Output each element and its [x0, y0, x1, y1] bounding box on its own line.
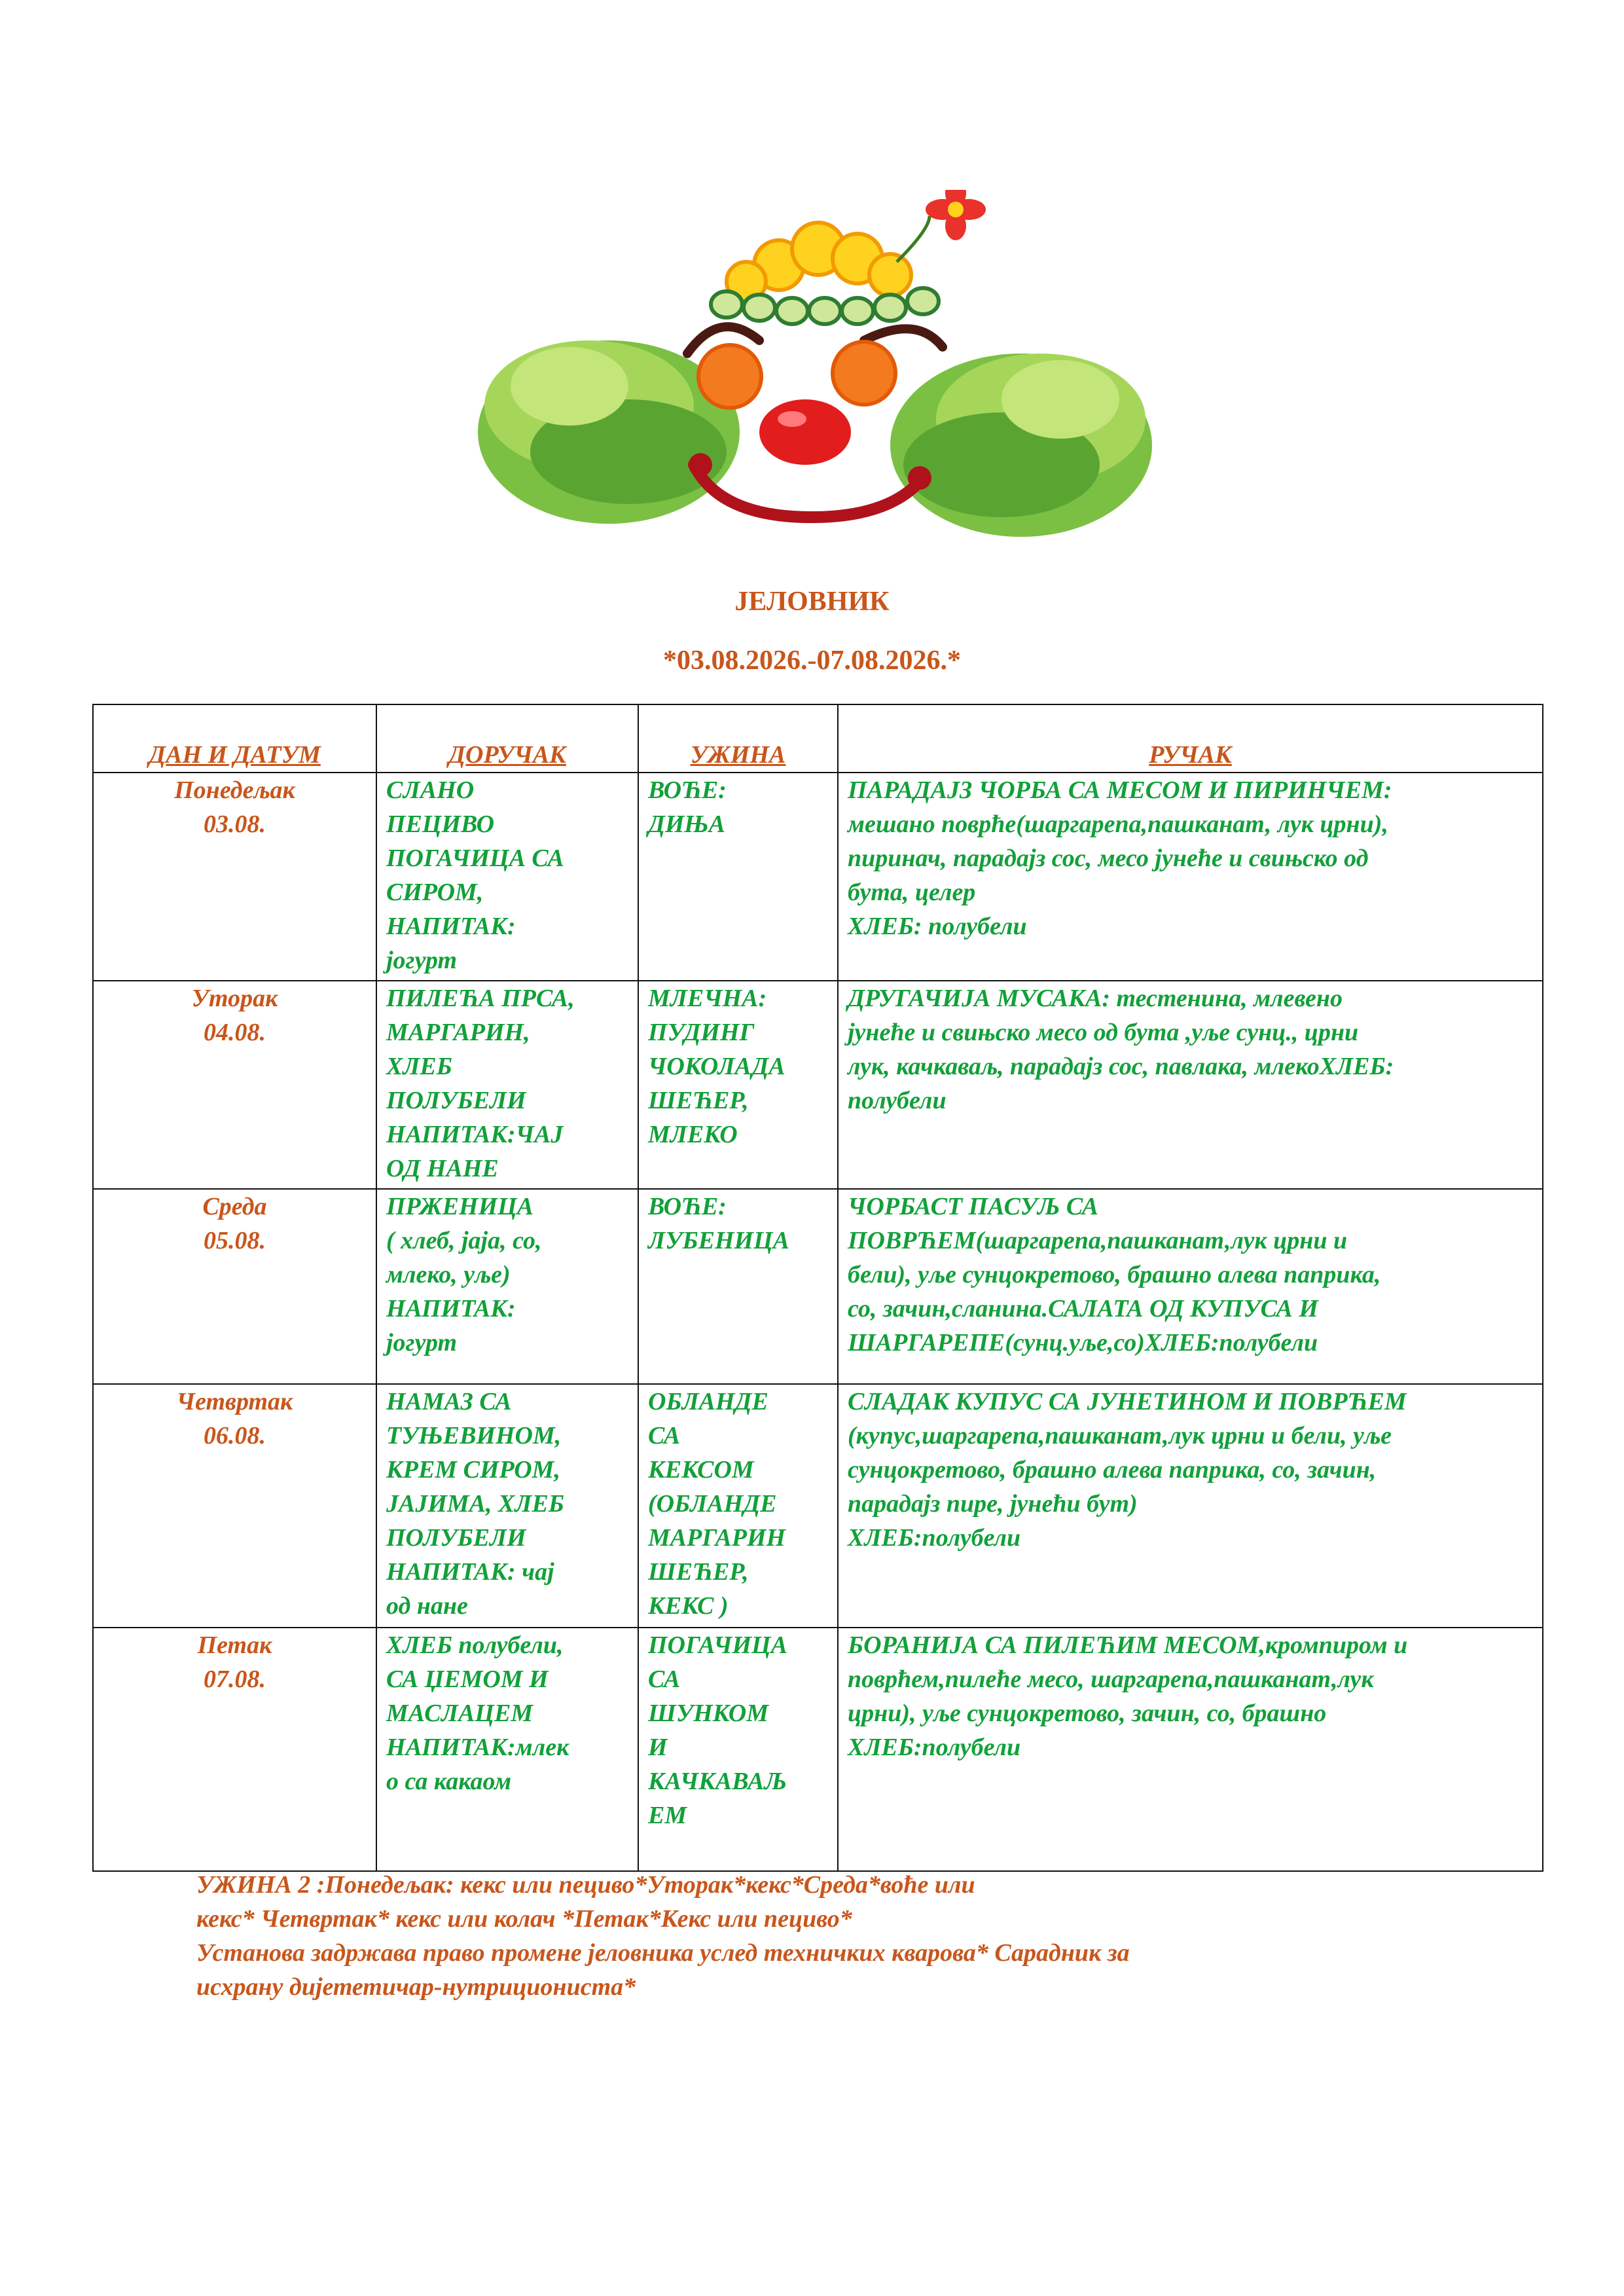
day-cell	[93, 1628, 376, 1871]
menu-table	[92, 704, 1543, 1872]
snack-cell: ПОГАЧИЦА СА ШУНКОМ И КАЧКАВАЉ ЕМ	[638, 1628, 838, 1871]
tomato-nose-icon	[759, 399, 851, 465]
day-name: Уторак	[191, 985, 278, 1012]
snack-cell: ОБЛАНДЕ СА КЕКСОМ (ОБЛАНДЕ МАРГАРИН ШЕЋЕР, КЕКС )	[638, 1384, 838, 1628]
table-row	[93, 1384, 1543, 1628]
table-header-row	[93, 704, 1543, 773]
footer-line: кекс* Четвртак* кекс или колач *Петак*Кекс или пециво*	[196, 1905, 852, 1933]
breakfast-cell: ПРЖЕНИЦА ( хлеб, јаја, со, млеко, уље) НАПИТАК: јогурт	[376, 1189, 638, 1384]
column-header-breakfast: ДОРУЧАК	[376, 704, 638, 773]
day-name: Четвртак	[176, 1388, 293, 1415]
table-row	[93, 981, 1543, 1189]
day-date: 05.08.	[204, 1227, 266, 1254]
ketchup-smile-icon	[694, 465, 923, 517]
day-name: Среда	[202, 1193, 267, 1220]
breakfast-cell: СЛАНО ПЕЦИВО ПОГАЧИЦА СА СИРОМ, НАПИТАК: јогурт	[376, 773, 638, 981]
day-cell	[93, 1384, 376, 1628]
day-date: 04.08.	[204, 1019, 266, 1046]
page-title: ЈЕЛОВНИК	[734, 587, 890, 617]
lunch-cell: ЧОРБАСТ ПАСУЉ СА ПОВРЋЕМ(шаргарепа,пашканат,лук црни и бели), уље сунцокретово, брашно алева паприка, со, зачин,сланина.САЛАТА ОД КУПУСА И ШАРГАРЕПЕ(сунц.уље,со)ХЛЕБ:полубели	[838, 1189, 1543, 1384]
right-carrot-eye-icon	[833, 342, 895, 405]
lunch-cell: БОРАНИЈА СА ПИЛЕЋИМ МЕСОМ,кромпиром и поврћем,пилеће месо, шаргарепа,пашканат,лук црни), уље сунцокретово, зачин, со, брашно ХЛЕБ:полубели	[838, 1628, 1543, 1871]
footer-line: Установа задржава право промене јеловника услед техничких кварова* Сарадник за	[196, 1939, 1130, 1967]
left-carrot-eye-icon	[698, 345, 761, 408]
day-name: Понедељак	[174, 776, 295, 804]
table-row	[93, 773, 1543, 981]
lunch-cell: ДРУГАЧИЈА МУСАКА: тестенина, млевено јунеће и свињско месо од бута ,уље сунц., црни лук, качкаваљ, парадајз сос, павлака, млекоХЛЕБ: полубели	[838, 981, 1543, 1189]
day-date: 03.08.	[204, 811, 266, 838]
snack-cell: МЛЕЧНА: ПУДИНГ ЧОКОЛАДА ШЕЋЕР, МЛЕКО	[638, 981, 838, 1189]
day-date: 07.08.	[204, 1666, 266, 1693]
footer-line: УЖИНА 2 :Понедељак: кекс или пециво*Уторак*кекс*Среда*воће или	[196, 1871, 975, 1899]
date-range: *03.08.2026.-07.08.2026.*	[663, 646, 961, 676]
day-cell	[93, 981, 376, 1189]
footer-line: исхрану дијететичар-нутриционистa*	[196, 1973, 636, 2001]
snack-cell: ВОЋЕ: ДИЊА	[638, 773, 838, 981]
lunch-cell: ПАРАДАЈЗ ЧОРБА СА МЕСОМ И ПИРИНЧЕМ: мешано поврће(шаргарепа,пашканат, лук црни), пиринач, парадајз сос, месо јунеће и свињско од бута, целер ХЛЕБ: полубели	[838, 773, 1543, 981]
vegetable-clown-illustration	[471, 190, 1152, 556]
strawberry-flower-icon	[897, 190, 986, 262]
footer-notes	[196, 1868, 1407, 2004]
day-date: 06.08.	[204, 1422, 266, 1449]
lemon-hat-icon	[727, 223, 911, 301]
breakfast-cell: ПИЛЕЋА ПРСА, МАРГАРИН, ХЛЕБ ПОЛУБЕЛИ НАПИТАК:ЧАЈ ОД НАНЕ	[376, 981, 638, 1189]
right-lettuce-icon	[890, 354, 1152, 537]
breakfast-cell: ХЛЕБ полубели, СА ЏЕМОМ И МАСЛАЦЕМ НАПИТАК:млек о са какаом	[376, 1628, 638, 1871]
day-name: Петак	[197, 1631, 272, 1659]
column-header-lunch: РУЧАК	[838, 704, 1543, 773]
breakfast-cell: НАМАЗ СА ТУЊЕВИНОМ, КРЕМ СИРОМ, ЈАЈИМА, ХЛЕБ ПОЛУБЕЛИ НАПИТАК: чај од нане	[376, 1384, 638, 1628]
lunch-cell: СЛАДАК КУПУС СА ЈУНЕТИНОМ И ПОВРЋЕМ (купус,шаргарепа,пашканат,лук црни и бели, уље сунцокретово, брашно алева паприка, со, зачин, парадајз пире, јунећи бут) ХЛЕБ:полубели	[838, 1384, 1543, 1628]
day-cell	[93, 1189, 376, 1384]
column-header-day: ДАН И ДАТУМ	[93, 704, 376, 773]
table-row	[93, 1189, 1543, 1384]
table-row	[93, 1628, 1543, 1871]
snack-cell: ВОЋЕ: ЛУБЕНИЦА	[638, 1189, 838, 1384]
column-header-snack: УЖИНА	[638, 704, 838, 773]
day-cell	[93, 773, 376, 981]
